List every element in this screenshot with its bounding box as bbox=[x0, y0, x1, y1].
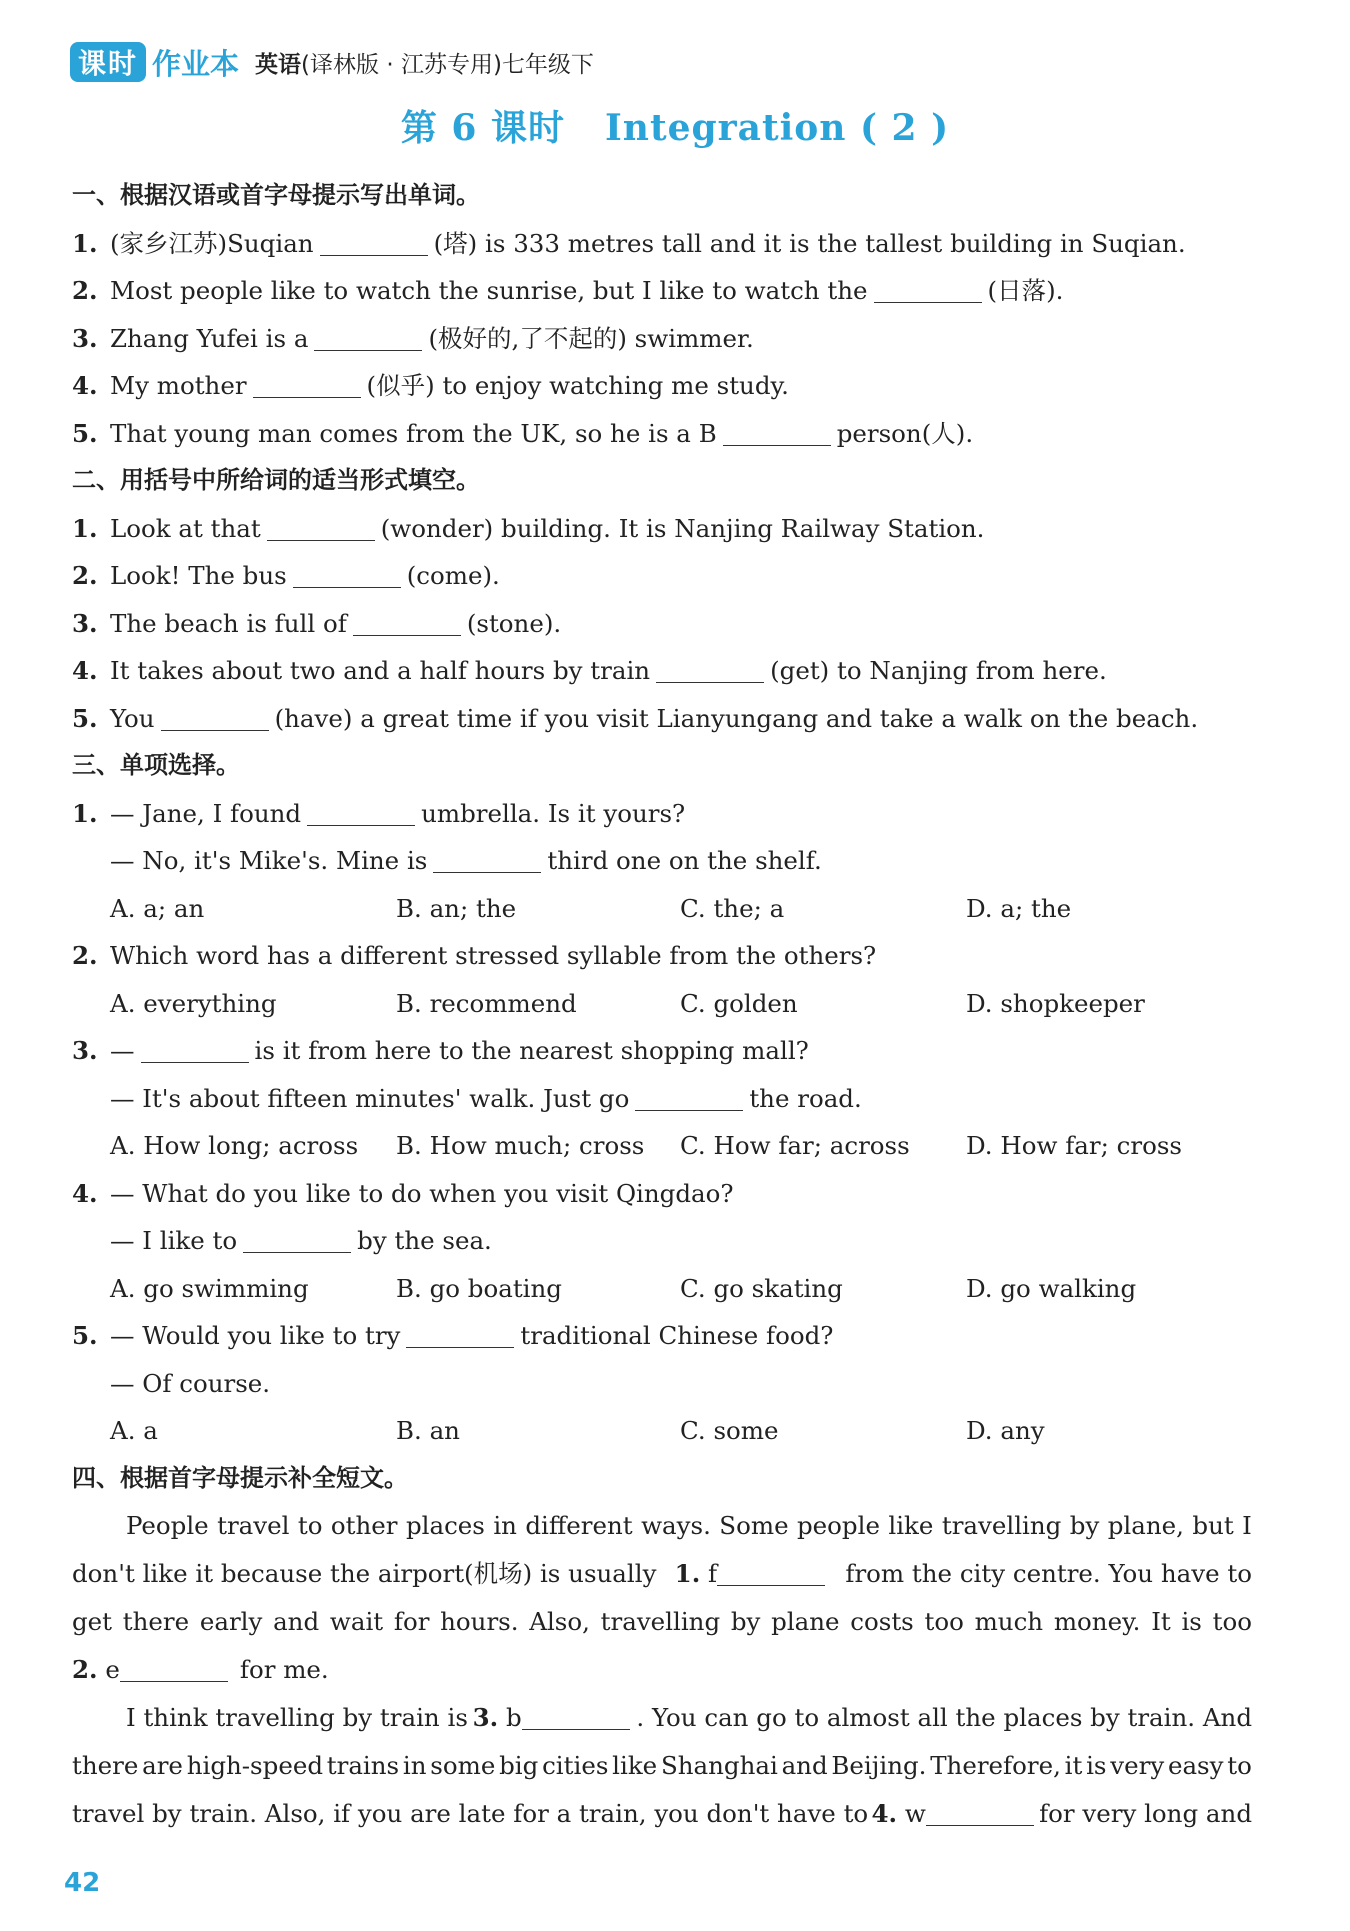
options bbox=[72, 980, 1252, 1028]
option-c[interactable]: C. the; a bbox=[680, 893, 785, 923]
option-b[interactable]: B. an; the bbox=[396, 893, 517, 923]
passage-word: but bbox=[1192, 1511, 1234, 1540]
exercise-item: 1. Look at that (wonder) building. It is Nanjing Railway Station. bbox=[72, 513, 985, 543]
answer-blank[interactable] bbox=[874, 276, 982, 303]
answer-blank[interactable] bbox=[293, 561, 401, 588]
option-d[interactable]: D. shopkeeper bbox=[966, 988, 1145, 1018]
section-heading-4: 四、根据首字母提示补全短文。 bbox=[72, 1463, 408, 1492]
answer-blank[interactable] bbox=[717, 1559, 825, 1586]
passage-word: People bbox=[126, 1511, 209, 1540]
option-d[interactable]: D. any bbox=[966, 1416, 1045, 1445]
answer-blank[interactable] bbox=[723, 419, 831, 446]
passage-word: I bbox=[1242, 1511, 1252, 1540]
answer-blank[interactable] bbox=[522, 1703, 630, 1730]
passage-word: travel bbox=[217, 1511, 290, 1540]
answer-blank[interactable] bbox=[161, 704, 269, 731]
answer-blank[interactable] bbox=[141, 1036, 249, 1063]
passage-word: by bbox=[1069, 1511, 1100, 1540]
option-a[interactable]: A. go swimming bbox=[110, 1273, 309, 1303]
option-d[interactable]: D. How far; cross bbox=[966, 1131, 1182, 1160]
passage-word: travelling bbox=[600, 1607, 721, 1636]
answer-blank[interactable] bbox=[314, 324, 422, 351]
options bbox=[72, 885, 1252, 933]
section-heading-3: 三、单项选择。 bbox=[72, 751, 240, 779]
passage-word: trains bbox=[326, 1751, 400, 1780]
passage-line: don't like it because the airport(机场) is usually 1. f from the city centre. You have to bbox=[72, 1559, 1252, 1588]
section-1-items bbox=[72, 220, 1252, 458]
passage-word: cities bbox=[542, 1751, 609, 1780]
answer-blank[interactable] bbox=[433, 846, 541, 873]
passage-word: there bbox=[72, 1751, 139, 1780]
passage-word: costs bbox=[850, 1607, 914, 1636]
passage-word: and bbox=[273, 1607, 320, 1636]
exercise-item: 5. That young man comes from the UK, so he is a B person(人). bbox=[72, 418, 974, 448]
passage-word: are bbox=[142, 1751, 183, 1780]
passage-word: there bbox=[122, 1607, 190, 1636]
exercise-item: 3. The beach is full of (stone). bbox=[72, 608, 562, 638]
answer-blank[interactable] bbox=[267, 514, 375, 541]
section-heading-1: 一、根据汉语或首字母提示写出单词。 bbox=[72, 181, 480, 209]
answer-blank[interactable] bbox=[406, 1321, 514, 1348]
passage-word: like bbox=[612, 1751, 658, 1780]
answer-blank[interactable] bbox=[243, 1226, 351, 1253]
passage-word: like bbox=[888, 1511, 934, 1540]
options bbox=[72, 1122, 1252, 1170]
passage-word: other bbox=[330, 1511, 398, 1540]
passage-word: to bbox=[1227, 1751, 1252, 1780]
passage-line: I think travelling by train is 3. b . You can go to almost all the places by train. And bbox=[126, 1703, 1252, 1732]
passage-word: easy bbox=[1167, 1751, 1224, 1780]
passage-word: is bbox=[1086, 1751, 1107, 1780]
option-d[interactable]: D. go walking bbox=[966, 1273, 1137, 1303]
brand-logo: 课时 bbox=[70, 42, 146, 82]
passage-line: 2. e for me. bbox=[72, 1655, 329, 1684]
passage-word: plane, bbox=[1107, 1511, 1184, 1540]
passage-word: wait bbox=[329, 1607, 384, 1636]
passage-line: travel by train. Also, if you are late for a train, you don't have to 4. w for very long and bbox=[72, 1799, 1252, 1828]
passage-word: Shanghai bbox=[660, 1751, 778, 1780]
option-d[interactable]: D. a; the bbox=[966, 893, 1072, 923]
option-b[interactable]: B. recommend bbox=[396, 988, 577, 1018]
passage-word: it bbox=[1064, 1751, 1083, 1780]
question-5: 5. — Would you like to try traditional Chinese food? — Of course. A. a B. an C. some D. any bbox=[72, 1312, 1252, 1455]
passage-word: high-speed bbox=[186, 1751, 323, 1780]
passage-word: is bbox=[1181, 1607, 1202, 1636]
option-b[interactable]: B. go boating bbox=[396, 1273, 562, 1303]
exercise-content bbox=[72, 172, 1252, 1838]
answer-blank[interactable] bbox=[635, 1084, 743, 1111]
section-2-items bbox=[72, 505, 1252, 743]
lesson-title: 第 6 课时 Integration ( 2 ) bbox=[400, 107, 950, 149]
question-2: 2. Which word has a different stressed syllable from the others? A. everything B. recommend C. golden D. shopkeeper bbox=[72, 932, 1252, 1027]
passage-word: money. bbox=[1053, 1607, 1141, 1636]
passage-word: ways. bbox=[641, 1511, 711, 1540]
passage-word: much bbox=[974, 1607, 1044, 1636]
answer-blank[interactable] bbox=[656, 656, 764, 683]
option-c[interactable]: C. some bbox=[680, 1416, 779, 1445]
passage bbox=[72, 1502, 1252, 1838]
option-a[interactable]: A. How long; across bbox=[110, 1131, 359, 1160]
passage-word: in bbox=[402, 1751, 427, 1780]
passage-word: some bbox=[430, 1751, 496, 1780]
section-heading-2: 二、用括号中所给词的适当形式填空。 bbox=[72, 466, 480, 494]
passage-word: for bbox=[393, 1607, 430, 1636]
brand-name: 作业本 bbox=[152, 46, 240, 81]
exercise-item: 4. My mother (似乎) to enjoy watching me study. bbox=[72, 371, 789, 400]
option-a[interactable]: A. a; an bbox=[110, 893, 205, 923]
passage-word: hours. bbox=[440, 1607, 519, 1636]
option-a[interactable]: A. a bbox=[110, 1416, 158, 1445]
passage-word: It bbox=[1151, 1607, 1171, 1636]
answer-blank[interactable] bbox=[253, 371, 361, 398]
option-a[interactable]: A. everything bbox=[110, 988, 277, 1018]
question-4: 4. — What do you like to do when you visit Qingdao? — I like to by the sea. A. go swimming B. go boating C. go skating D. go walking bbox=[72, 1170, 1252, 1313]
book-header bbox=[70, 40, 594, 84]
answer-blank[interactable] bbox=[353, 609, 461, 636]
passage-word: by bbox=[730, 1607, 761, 1636]
answer-blank[interactable] bbox=[307, 799, 415, 826]
question-1: 1. — Jane, I found umbrella. Is it yours? — No, it's Mike's. Mine is third one on the shelf. A. a; an B. an; the C. the; a D. a; the bbox=[72, 790, 1252, 933]
question-3: 3. — is it from here to the nearest shopping mall? — It's about fifteen minutes' walk. Just go the road. A. How long; across B. How much; cross C. How far; across D. How far; cross bbox=[72, 1027, 1252, 1170]
answer-blank[interactable] bbox=[120, 1655, 228, 1682]
passage-word: people bbox=[797, 1511, 880, 1540]
page-number: 42 bbox=[64, 1868, 101, 1898]
passage-line bbox=[72, 1598, 1252, 1646]
exercise-item: 3. Zhang Yufei is a (极好的,了不起的) swimmer. bbox=[72, 323, 754, 353]
option-c[interactable]: C. How far; across bbox=[680, 1131, 910, 1160]
passage-word: to bbox=[297, 1511, 323, 1540]
exercise-item: 2. Look! The bus (come). bbox=[72, 561, 500, 590]
answer-blank[interactable] bbox=[926, 1799, 1034, 1826]
passage-word: too bbox=[1212, 1607, 1252, 1636]
exercise-item: 5. You (have) a great time if you visit Lianyungang and take a walk on the beach. bbox=[72, 703, 1199, 733]
passage-word: in bbox=[493, 1511, 517, 1540]
passage-line bbox=[72, 1742, 1252, 1790]
exercise-item: 1. (家乡江苏)Suqian (塔) is 333 metres tall and it is the tallest building in Suqian. bbox=[72, 228, 1186, 258]
option-b[interactable]: B. How much; cross bbox=[396, 1131, 645, 1160]
passage-word: very bbox=[1110, 1751, 1165, 1780]
passage-word: places bbox=[405, 1511, 485, 1540]
option-c[interactable]: C. go skating bbox=[680, 1273, 843, 1303]
passage-word: and bbox=[781, 1751, 828, 1780]
passage-word: big bbox=[499, 1751, 539, 1780]
passage-word: too bbox=[924, 1607, 964, 1636]
passage-word: travelling bbox=[941, 1511, 1062, 1540]
passage-word: different bbox=[525, 1511, 633, 1540]
option-b[interactable]: B. an bbox=[396, 1416, 460, 1445]
passage-word: Also, bbox=[529, 1607, 590, 1636]
passage-word: Therefore, bbox=[930, 1751, 1061, 1780]
passage-word: get bbox=[72, 1607, 113, 1636]
passage-word: early bbox=[199, 1607, 263, 1636]
passage-word: Some bbox=[719, 1511, 789, 1540]
option-c[interactable]: C. golden bbox=[680, 988, 798, 1018]
exercise-item: 4. It takes about two and a half hours by train (get) to Nanjing from here. bbox=[72, 656, 1107, 685]
passage-line bbox=[72, 1502, 1252, 1550]
options bbox=[72, 1407, 1252, 1455]
answer-blank[interactable] bbox=[320, 229, 428, 256]
passage-word: Beijing. bbox=[831, 1751, 927, 1780]
exercise-item: 2. Most people like to watch the sunrise, but I like to watch the (日落). bbox=[72, 276, 1064, 305]
passage-word: plane bbox=[771, 1607, 840, 1636]
options bbox=[72, 1265, 1252, 1313]
subject-label: 英语(译林版 · 江苏专用)七年级下 bbox=[255, 51, 594, 78]
